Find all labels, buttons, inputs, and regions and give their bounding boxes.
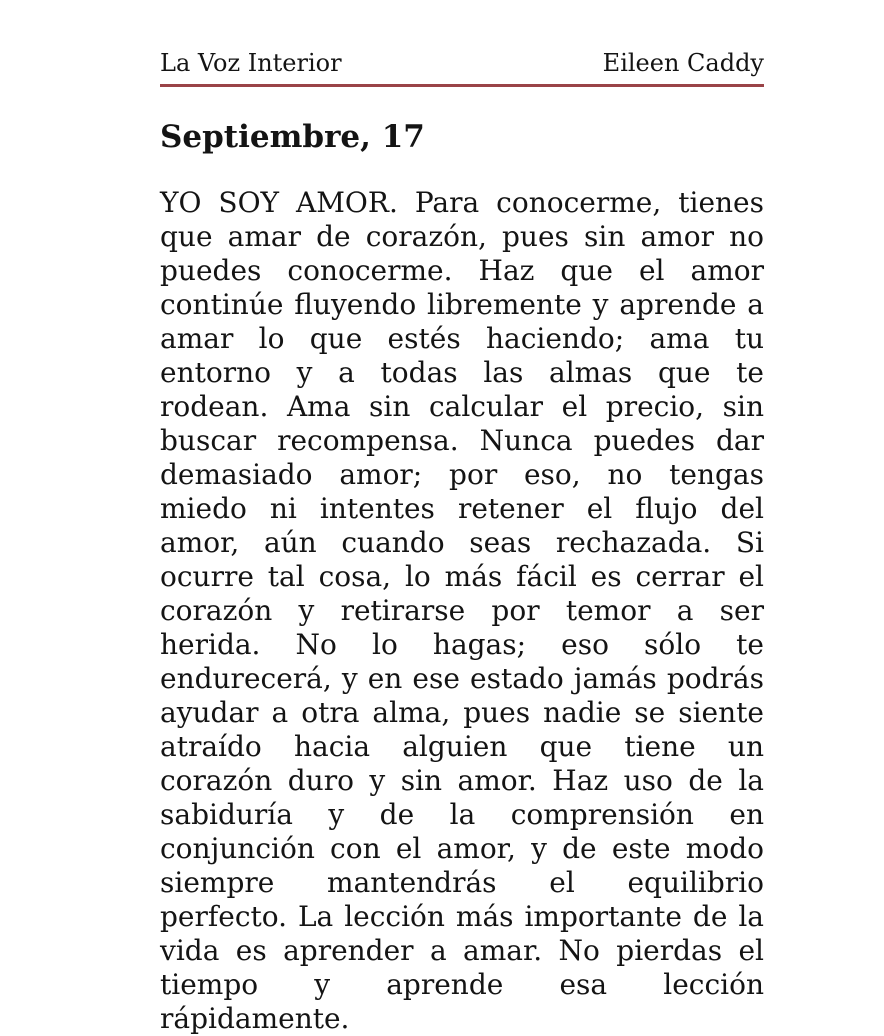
body-paragraph: YO SOY AMOR. Para conocerme, tienes que amar de corazón, pues sin amor no puedes conocerme. Haz que el amor continúe fluyendo libremente y aprende a amar lo que estés haciendo; ama tu entorno y a todas las almas que te rodean. Ama sin calcular el precio, sin buscar recompensa. Nunca puedes dar demasiado amor; por eso, no tengas miedo ni intentes retener el flujo del amor, aún cuando seas rechazada. Si ocurre tal cosa, lo más fácil es cerrar el corazón y retirarse por temor a ser herida. No lo hagas; eso sólo te endurecerá, y en ese estado jamás podrás ayudar a otra alma, pues nadie se siente atraído hacia alguien que tiene un corazón duro y sin amor. Haz uso de la sabiduría y de la comprensión en conjunción con el amor, y de este modo siempre mantendrás el equilibrio perfecto. La lección más importante de la vida es aprender a amar. No pierdas el tiempo y aprende esa lección rápidamente. [160, 186, 764, 1036]
date-heading: Septiembre, 17 [160, 119, 425, 156]
running-header [160, 0, 764, 87]
author-name: Eileen Caddy [602, 49, 764, 77]
book-title: La Voz Interior [160, 49, 342, 77]
book-page [160, 0, 764, 1036]
